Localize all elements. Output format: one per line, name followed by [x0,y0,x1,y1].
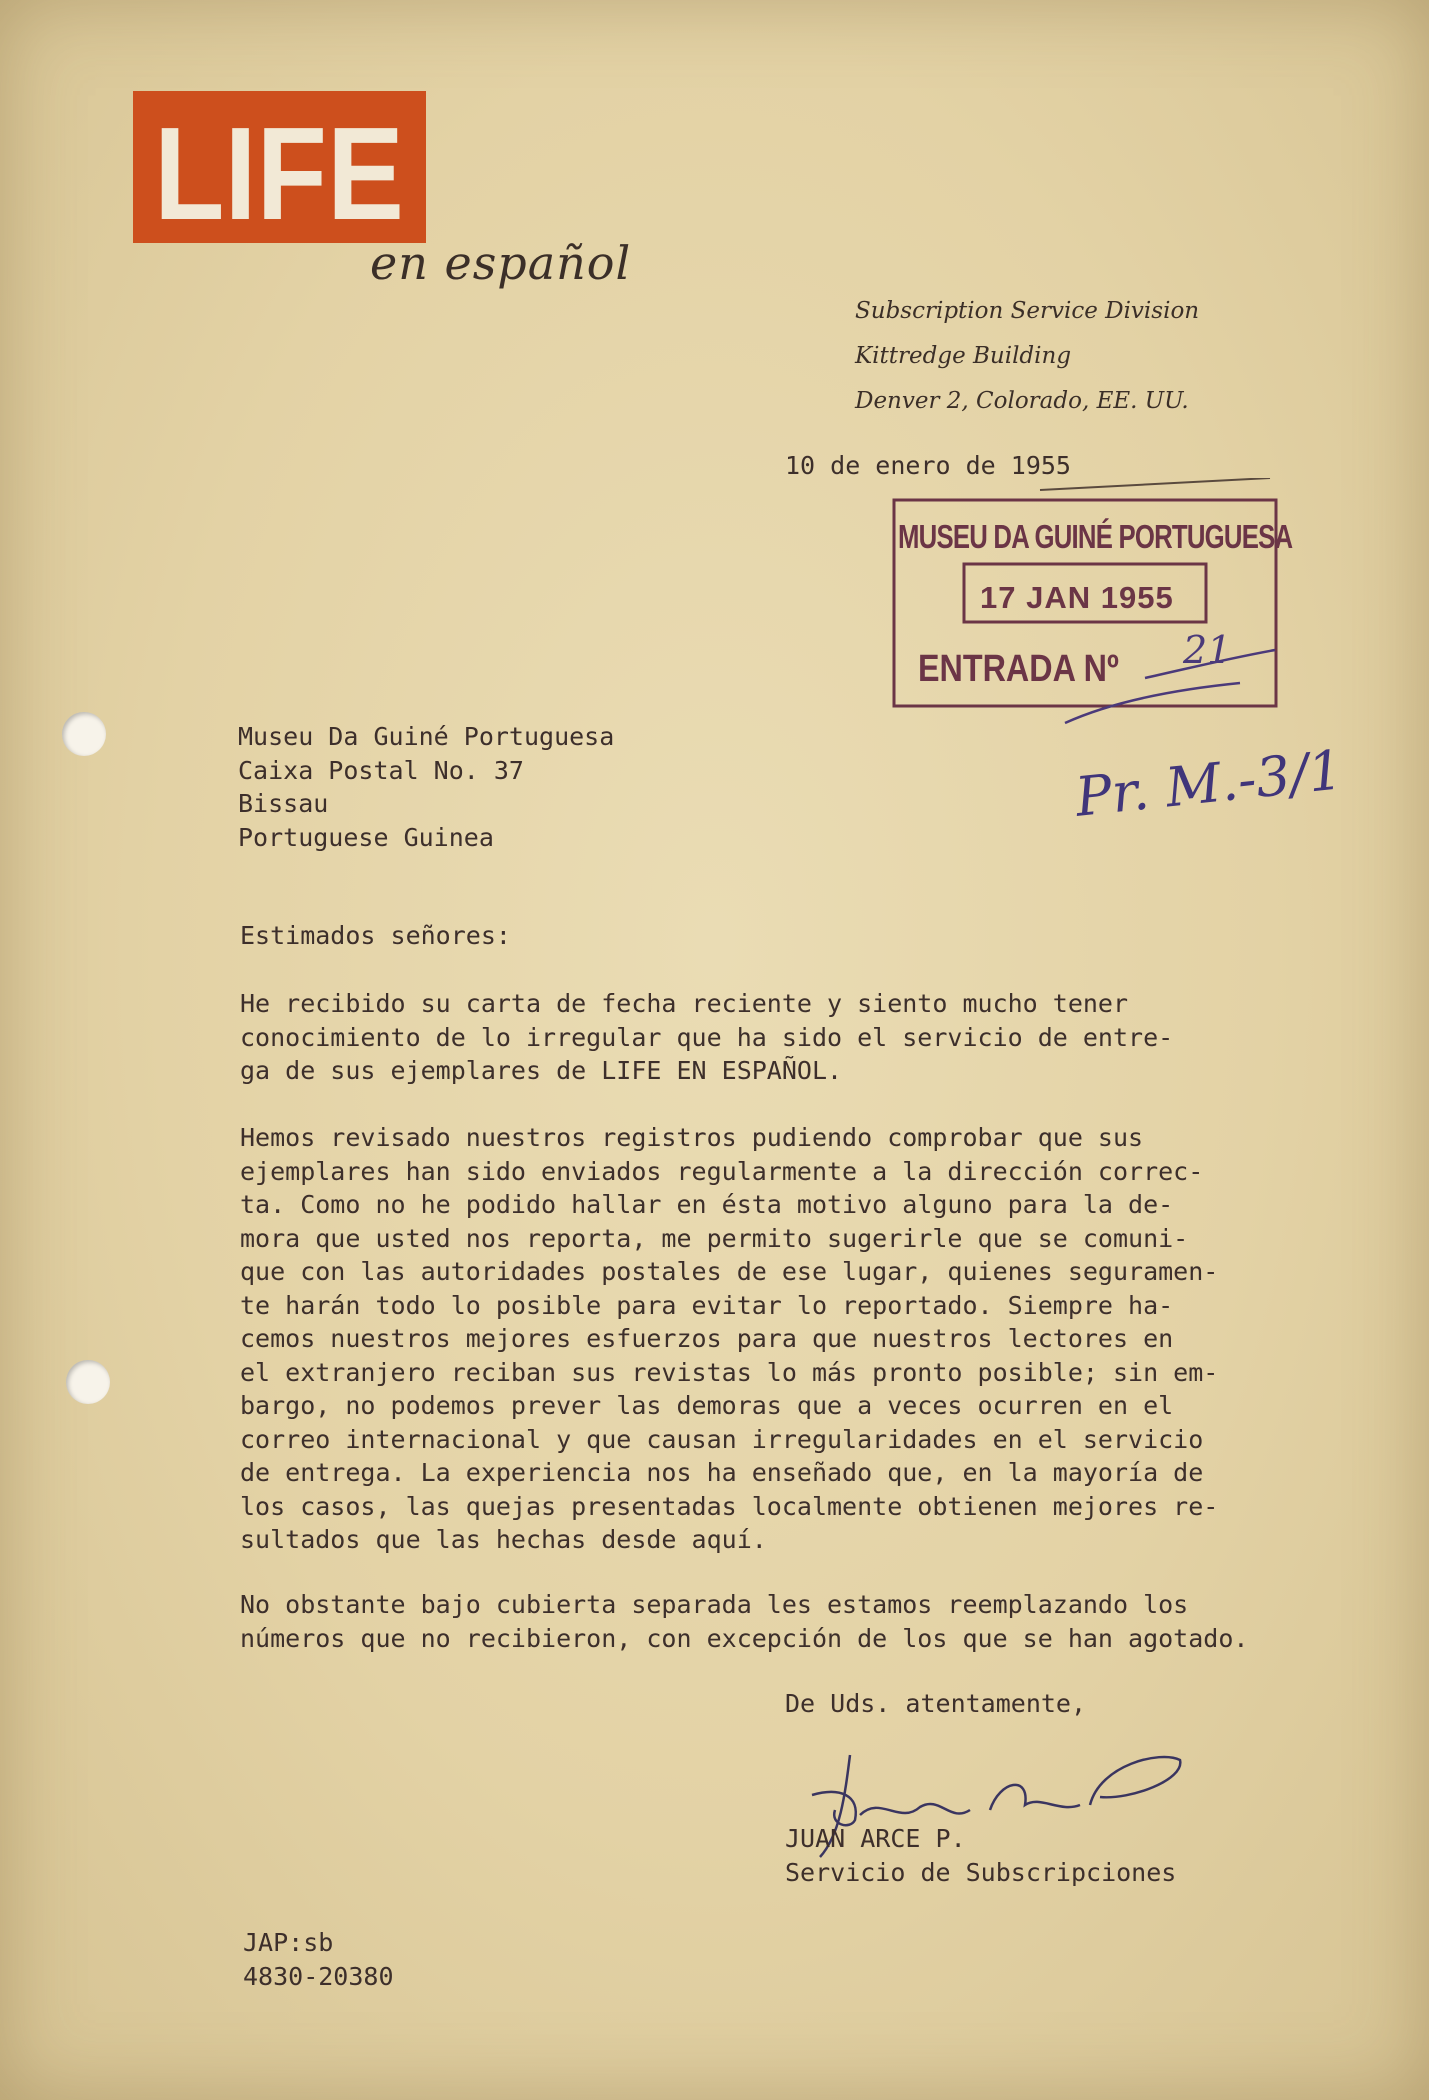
body-line: bargo, no podemos prever las demoras que a veces ocurren en el [240,1391,1174,1420]
recipient-line: Museu Da Guiné Portuguesa [238,722,615,751]
address-line-3: Denver 2, Colorado, EE. UU. [855,388,1189,414]
stamp-entrada-label: ENTRADA Nº [918,648,1119,690]
body-line: que con las autoridades postales de ese lugar, quienes seguramen- [240,1257,1219,1286]
body-line: sultados que las hechas desde aquí. [240,1525,767,1554]
punch-hole-bottom [66,1360,110,1404]
recipient-line: Caixa Postal No. 37 [238,755,524,785]
body-line: He recibido su carta de fecha reciente y siento mucho tener [240,989,1129,1018]
signer-block [785,1822,1176,1889]
stamp-entry-number: 21 [1183,628,1232,672]
body-line: Hemos revisado nuestros registros pudiendo comprobar que sus [240,1123,1144,1152]
punch-hole-top [62,712,106,756]
body-line: de entrega. La experiencia nos ha enseñado que, en la mayoría de [240,1458,1204,1487]
life-logo [133,91,426,243]
handwritten-note: Pr. M.-3/1 [1072,738,1346,829]
recipient-line: Portuguese Guinea [238,822,494,852]
body-line: ga de sus ejemplares de LIFE EN ESPAÑOL. [240,1056,843,1085]
body-line: conocimiento de lo irregular que ha sido el servicio de entre- [240,1022,1174,1052]
body-line: mora que usted nos reporta, me permito sugerirle que se comuni- [240,1223,1189,1253]
recipient-address [238,720,614,854]
closing: De Uds. atentamente, [785,1689,1087,1718]
paragraph-1 [240,987,1173,1088]
body-line: ta. Como no he podido hallar en ésta motivo alguno para la de- [240,1190,1174,1219]
reference-line: JAP:sb [243,1928,334,1957]
signer-name: JUAN ARCE P. [785,1824,966,1853]
body-line: números que no recibieron, con excepción de los que se han agotado. [240,1623,1249,1653]
paragraph-3 [240,1588,1248,1655]
stamp-museum-name: MUSEU DA GUINÉ PORTUGUESA [898,518,1293,555]
reference-initials [243,1926,394,1993]
body-line: te harán todo lo posible para evitar lo reportado. Siempre ha- [240,1290,1174,1320]
stamp-date: 17 JAN 1955 [980,580,1174,615]
logo-text: LIFE [154,100,404,243]
logo-tagline: en español [370,236,632,290]
letter-date: 10 de enero de 1955 [785,451,1071,480]
body-line: los casos, las quejas presentadas localmente obtienen mejores re- [240,1491,1219,1521]
address-line-1: Subscription Service Division [855,298,1200,324]
body-line: ejemplares han sido enviados regularmente a la dirección correc- [240,1156,1204,1186]
body-line: el extranjero reciban sus revistas lo más pronto posible; sin em- [240,1357,1219,1387]
recipient-line: Bissau [238,789,329,818]
reference-line: 4830-20380 [243,1961,394,1991]
body-line: correo internacional y que causan irregularidades en el servicio [240,1424,1204,1454]
signer-title: Servicio de Subscripciones [785,1857,1177,1887]
body-line: cemos nuestros mejores esfuerzos para que nuestros lectores en [240,1324,1174,1353]
paragraph-2 [240,1121,1218,1557]
received-stamp [890,478,1293,726]
body-line: No obstante bajo cubierta separada les estamos reemplazando los [240,1590,1189,1619]
salutation: Estimados señores: [240,921,511,950]
address-line-2: Kittredge Building [855,343,1072,369]
